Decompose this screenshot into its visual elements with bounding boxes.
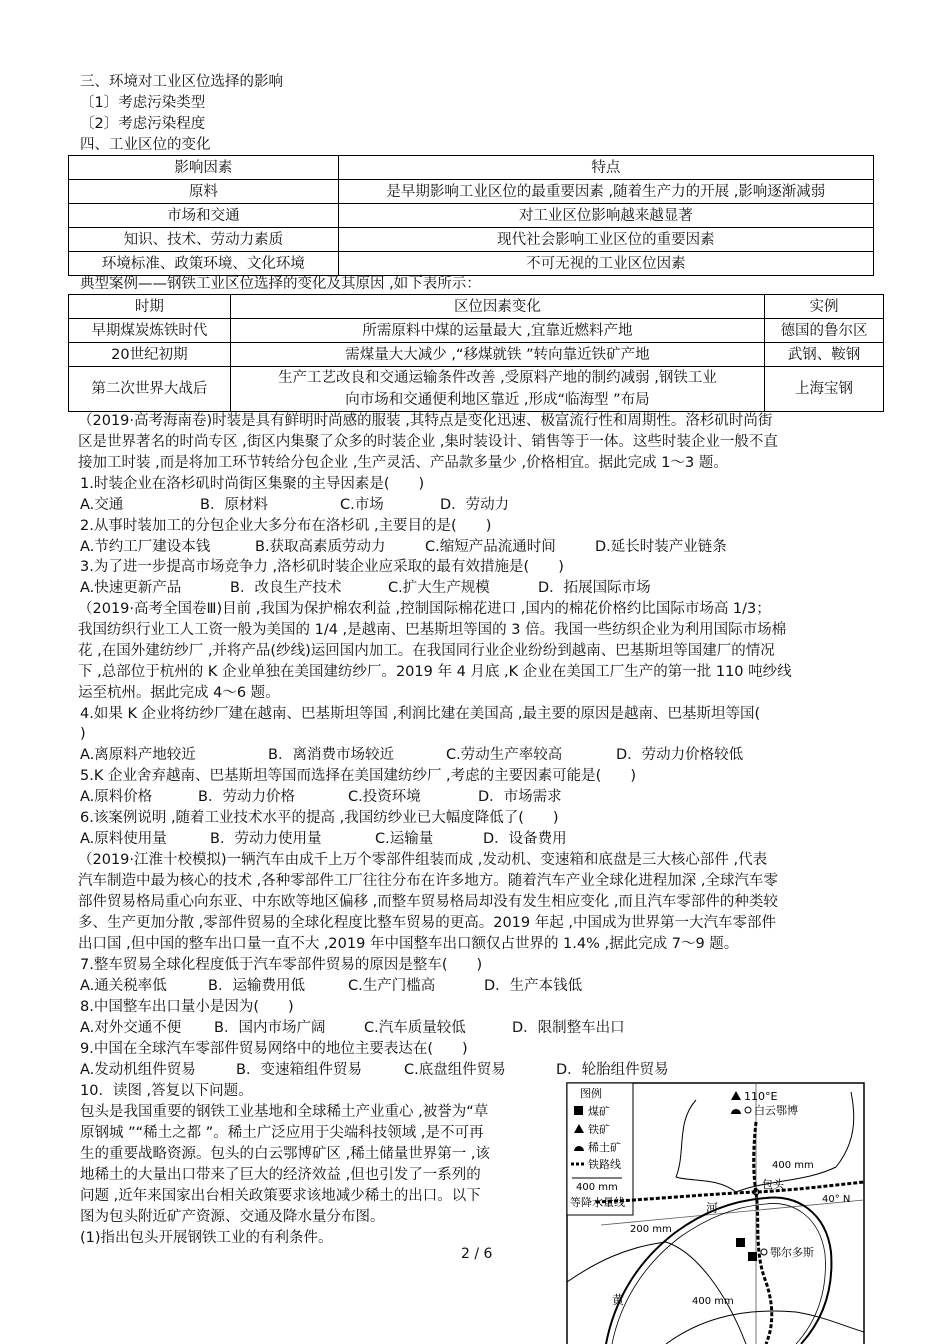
option[interactable]: D．劳动力	[440, 497, 510, 513]
coal-mine-icon	[748, 1252, 757, 1261]
table-cell: 20世纪初期	[69, 343, 231, 367]
option[interactable]: C.生产门槛高	[348, 978, 436, 994]
legend-title: 图例	[580, 1087, 602, 1100]
q10-passage-line: 包头是我国重要的钢铁工业基地和全球稀土产业重心 ,被誉为“草	[80, 1104, 489, 1120]
table-row	[69, 156, 874, 180]
table-cell: 原料	[69, 180, 339, 204]
table-cell: 所需原料中煤的运量最大 ,宜靠近燃料产地	[230, 319, 764, 343]
q10-sub1: (1)指出包头开展钢铁工业的有利条件。	[80, 1230, 333, 1246]
option[interactable]: A.原料价格	[80, 789, 153, 805]
table-cell: 早期煤炭炼铁时代	[69, 319, 231, 343]
option[interactable]: D．市场需求	[478, 789, 562, 805]
q9-stem: 9.中国在全球汽车零部件贸易网络中的地位主要表达在( )	[80, 1041, 468, 1057]
q10-passage-line: 地稀土的大量出口带来了巨大的经济效益 ,但也引发了一系列的	[80, 1167, 481, 1183]
passage1-line: 区是世界著名的时尚专区 ,街区内集聚了众多的时装企业 ,集时装设计、销售等于一体。这些时装企业一般不直	[78, 434, 778, 450]
place-baotou: 包头	[762, 1178, 784, 1191]
lat-label: 40° N	[822, 1194, 851, 1205]
passage3-line: 出口国 ,但中国的整车出口量一直不大 ,2019 年中国整车出口额仅占世界的 1.4% ,据此完成 7～9 题。	[78, 936, 739, 952]
table-row	[69, 367, 884, 412]
passage3-line: 部件贸易格局重心向东亚、中东欧等地区偏移 ,而整车贸易格局却没有发生相应变化 ,而且汽车零部件的种类较	[78, 894, 778, 910]
table-cell	[230, 367, 764, 412]
river-he: 河	[706, 1201, 719, 1215]
option[interactable]: D．生产本钱低	[484, 978, 583, 994]
q10-passage-line: 图为包头附近矿产资源、交通及降水量分布图。	[80, 1209, 385, 1225]
option[interactable]: A.发动机组件贸易	[80, 1062, 196, 1078]
table-cell: 对工业区位影响越来越显著	[338, 204, 873, 228]
table-cell: 现代社会影响工业区位的重要因素	[338, 228, 873, 252]
q6-options	[80, 829, 567, 849]
option[interactable]: D．限制整车出口	[512, 1020, 625, 1036]
table-header: 区位因素变化	[230, 295, 764, 319]
table-cell: 环境标准、政策环境、文化环境	[69, 252, 339, 276]
table-row	[69, 343, 884, 367]
passage3-line: 多、生产更加分散 ,零部件贸易的全球化程度比整车贸易的更高。2019 年起 ,中国成为世界第一大汽车零部件	[78, 915, 776, 931]
option[interactable]: D．设备费用	[483, 831, 567, 847]
section3-title: 三、环境对工业区位选择的影响	[80, 74, 283, 90]
option[interactable]: D．轮胎组件贸易	[556, 1062, 669, 1078]
table-row	[69, 319, 884, 343]
page-number: 2 / 6	[461, 1246, 493, 1262]
table-row	[69, 295, 884, 319]
option[interactable]: C.市场	[340, 497, 384, 513]
legend-isohyet-label: 等降水量线	[570, 1196, 625, 1209]
option[interactable]: C.劳动生产率较高	[446, 747, 563, 763]
option[interactable]: B．离消费市场较近	[268, 747, 394, 763]
table-cell: 第二次世界大战后	[69, 367, 231, 412]
iso-400-top: 400 mm	[772, 1160, 814, 1171]
passage2-line: 花 ,在国外建纺纱厂 ,并将产品(纱线)运回国内加工。在我国同行业企业纷纷到越南、巴基斯坦等国建厂的情况	[78, 643, 775, 659]
option[interactable]: A.节约工厂建设本钱	[80, 539, 211, 555]
coal-mine-icon	[574, 1106, 583, 1115]
option[interactable]: A.交通	[80, 497, 124, 513]
q8-options	[80, 1018, 625, 1038]
place-baiyun: 白云鄂博	[754, 1104, 798, 1117]
q4-stem: 4.如果 K 企业将纺纱厂建在越南、巴基斯坦等国 ,利润比建在美国高 ,最主要的原因是越南、巴基斯坦等国(	[80, 706, 761, 722]
table-header: 时期	[69, 295, 231, 319]
legend-railway: 铁路线	[588, 1158, 621, 1171]
option[interactable]: B．改良生产技术	[230, 580, 342, 596]
option[interactable]: A.原料使用量	[80, 831, 167, 847]
baotou-map	[566, 1082, 866, 1344]
option[interactable]: B．运输费用低	[208, 978, 305, 994]
passage1-line: （2019·高考海南卷)时装是具有鲜明时尚感的服装 ,其特点是变化迅速、极富流行性和周期性。洛杉矶时尚街	[78, 413, 773, 429]
legend-isohyet-value: 400 mm	[576, 1182, 618, 1193]
table-row	[69, 204, 874, 228]
passage1-line: 接加工时装 ,而是将加工环节转给分包企业 ,生产灵活、产品款多量少 ,价格相宜。据此完成 1～3 题。	[78, 455, 728, 471]
iso-400-bottom: 400 mm	[692, 1296, 734, 1307]
q5-options	[80, 787, 562, 807]
option[interactable]: B．劳动力使用量	[210, 831, 322, 847]
option[interactable]: B．变速箱组件贸易	[236, 1062, 362, 1078]
table-cell: 不可无视的工业区位因素	[338, 252, 873, 276]
lon-label: 110°E	[744, 1090, 778, 1103]
iso-200: 200 mm	[630, 1224, 672, 1235]
q10-stem: 10．读图 ,答复以下问题。	[80, 1083, 253, 1099]
q10-passage-line: 原钢城 ”“稀土之都 ”。稀土广泛应用于尖端科技领域 ,是不可再	[80, 1125, 484, 1141]
option[interactable]: B.获取高素质劳动力	[255, 539, 386, 555]
option[interactable]: D．劳动力价格较低	[616, 747, 744, 763]
table-cell: 需煤量大大减少 ,“移煤就铁 ”转向靠近铁矿产地	[230, 343, 764, 367]
passage2-line: 下 ,总部位于杭州的 K 企业单独在美国建纺纱厂。2019 年 4 月底 ,K 企业在美国工厂生产的第一批 110 吨纱线	[78, 664, 792, 680]
passage3-line: （2019·江淮十校模拟)一辆汽车由成千上万个零部件组装而成 ,发动机、变速箱和底盘是三大核心部件 ,代表	[78, 852, 768, 868]
q10-passage-line: 问题 ,近年来国家出台相关政策要求该地减少稀土的出口。以下	[80, 1188, 481, 1204]
option[interactable]: B．国内市场广阔	[214, 1020, 326, 1036]
option[interactable]: D.延长时装产业链条	[595, 539, 727, 555]
table-row	[69, 228, 874, 252]
table-row	[69, 180, 874, 204]
q7-stem: 7.整车贸易全球化程度低于汽车零部件贸易的原因是整车( )	[80, 957, 483, 973]
section4-title: 四、工业区位的变化	[80, 137, 211, 153]
table-cell: 上海宝钢	[765, 367, 884, 412]
table-row	[69, 252, 874, 276]
cell-line: 生产工艺改良和交通运输条件改善 ,受原料产地的制约减弱 ,钢铁工业	[277, 370, 717, 386]
table-cell: 是早期影响工业区位的最重要因素 ,随着生产力的开展 ,影响逐渐减弱	[338, 180, 873, 204]
legend-rare-earth: 稀土矿	[588, 1141, 621, 1154]
option[interactable]: C.扩大生产规模	[388, 580, 490, 596]
table-header: 影响因素	[69, 156, 339, 180]
option[interactable]: C.汽车质量较低	[364, 1020, 466, 1036]
q9-options	[80, 1060, 669, 1080]
q2-stem: 2.从事时装加工的分包企业大多分布在洛杉矶 ,主要目的是( )	[80, 518, 492, 534]
table-cell: 市场和交通	[69, 204, 339, 228]
table-cell: 德国的鲁尔区	[765, 319, 884, 343]
case-intro: 典型案例——钢铁工业区位选择的变化及其原因 ,如下表所示：	[80, 276, 481, 292]
table-cell: 知识、技术、劳动力素质	[69, 228, 339, 252]
q4-options	[80, 745, 743, 765]
q10-passage-line: 生的重要战略资源。包头的白云鄂博矿区 ,稀土储量世界第一 ,该	[80, 1146, 490, 1162]
option[interactable]: B．劳动力价格	[198, 789, 295, 805]
passage2-line: 我国纺织行业工人工资一般为美国的 1/4 ,是越南、巴基斯坦等国的 3 倍。我国一些纺织企业为利用国际市场棉	[78, 622, 787, 638]
q3-options	[80, 578, 651, 598]
option[interactable]: C.缩短产品流通时间	[425, 539, 556, 555]
coal-mine-icon	[736, 1238, 745, 1247]
table-header: 实例	[765, 295, 884, 319]
option[interactable]: C.运输量	[375, 831, 434, 847]
option[interactable]: A.离原料产地较近	[80, 747, 196, 763]
steel-case-table	[68, 294, 884, 412]
passage3-line: 汽车制造中最为核心的技术 ,各种零部件工厂往往分布在许多地方。随着汽车产业全球化进程加深 ,全球汽车零	[78, 873, 778, 889]
passage2-line: （2019·高考全国卷Ⅲ)目前 ,我国为保护棉农利益 ,控制国际棉花进口 ,国内的棉花价格约比国际市场高 1/3；	[78, 601, 771, 617]
legend-coal: 煤矿	[588, 1105, 610, 1118]
q4-stem-cont: )	[80, 726, 86, 742]
q5-stem: 5.K 企业舍弃越南、巴基斯坦等国而选择在美国建纺纱厂 ,考虑的主要因素可能是( )	[80, 768, 636, 784]
q1-stem: 1.时装企业在洛杉矶时尚街区集聚的主导因素是( )	[80, 476, 425, 492]
option[interactable]: A.通关税率低	[80, 978, 167, 994]
factors-table	[68, 155, 874, 276]
section3-item-1: 〔1〕考虑污染类型	[80, 95, 206, 111]
q7-options	[80, 976, 582, 996]
river-huang: 黄	[612, 1293, 625, 1307]
q6-stem: 6.该案例说明 ,随着工业技术水平的提高 ,我国纺纱业已大幅度降低了( )	[80, 810, 559, 826]
option[interactable]: D．拓展国际市场	[538, 580, 651, 596]
section3-item-2: 〔2〕考虑污染程度	[80, 116, 206, 132]
option[interactable]: C.底盘组件贸易	[404, 1062, 506, 1078]
legend-iron: 铁矿	[588, 1123, 610, 1136]
q3-stem: 3.为了进一步提高市场竞争力 ,洛杉矶时装企业应采取的最有效措施是( )	[80, 559, 564, 575]
option[interactable]: A.快速更新产品	[80, 580, 182, 596]
table-cell: 武钢、鞍钢	[765, 343, 884, 367]
option[interactable]: C.投资环境	[348, 789, 421, 805]
table-header: 特点	[338, 156, 873, 180]
place-ordos: 鄂尔多斯	[770, 1246, 814, 1259]
q8-stem: 8.中国整车出口量小是因为( )	[80, 999, 294, 1015]
option[interactable]: A.对外交通不便	[80, 1020, 182, 1036]
q2-options	[80, 537, 727, 557]
q1-options	[80, 495, 509, 515]
option[interactable]: B．原材料	[200, 497, 268, 513]
cell-line: 向市场和交通便利地区靠近 ,形成“临海型 ”布局	[345, 392, 650, 408]
passage2-line: 运至杭州。据此完成 4～6 题。	[78, 685, 280, 701]
